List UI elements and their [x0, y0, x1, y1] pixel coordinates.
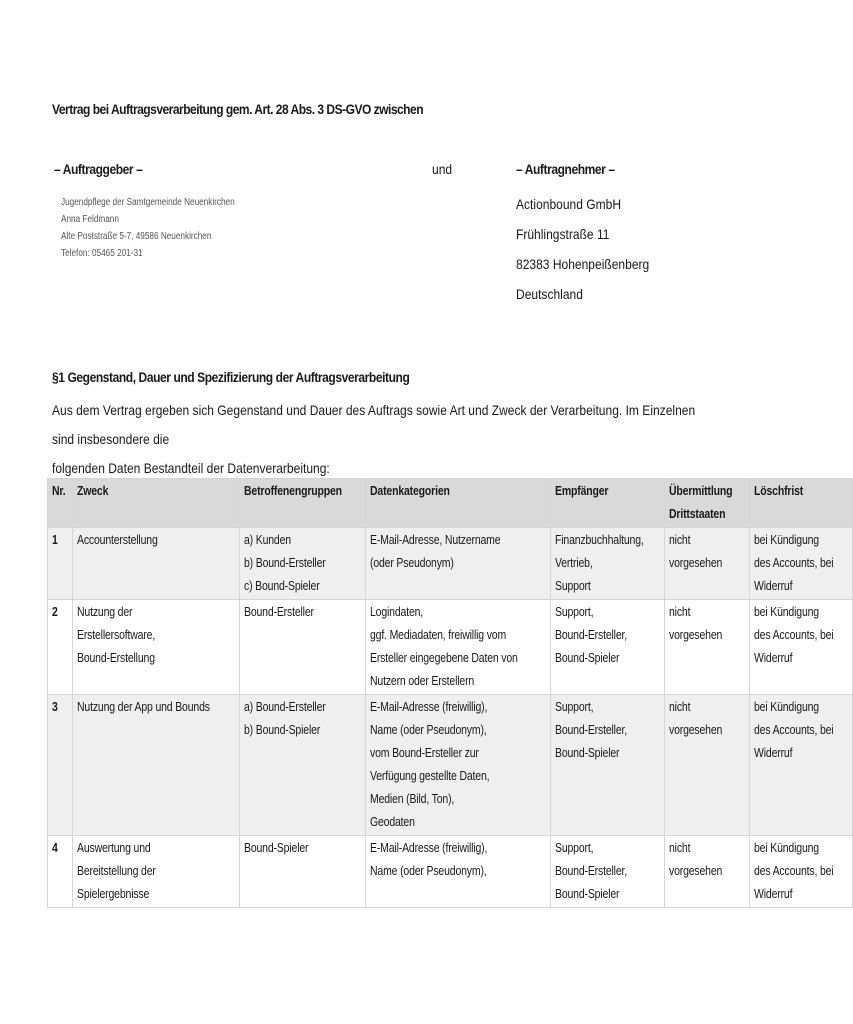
client-line: Anna Feldmann	[61, 214, 119, 225]
header-empfaenger: Empfänger	[550, 479, 665, 528]
cell-uebermittlung: nicht vorgesehen	[665, 836, 749, 908]
header-kategorien: Datenkategorien	[365, 479, 550, 528]
cell-zweck: Accounterstellung	[73, 528, 240, 600]
cell-loeschfrist: bei Kündigung des Accounts, bei Widerruf	[749, 695, 853, 836]
header-zweck: Zweck	[73, 479, 240, 528]
cell-empfaenger: Finanzbuchhaltung, Vertrieb, Support	[550, 528, 665, 600]
contractor-address	[516, 189, 649, 309]
table-row	[48, 695, 853, 836]
client-heading: – Auftraggeber –	[54, 161, 143, 177]
cell-uebermittlung: nicht vorgesehen	[665, 695, 749, 836]
contractor-heading: – Auftragnehmer –	[516, 161, 615, 177]
table-row	[48, 528, 853, 600]
contractor-line: Deutschland	[516, 286, 583, 302]
cell-zweck: Nutzung der Erstellersoftware, Bound-Erstellung	[73, 600, 240, 695]
cell-gruppen: Bound-Spieler	[240, 836, 366, 908]
cell-uebermittlung: nicht vorgesehen	[665, 600, 749, 695]
contractor-line: Frühlingstraße 11	[516, 226, 610, 242]
table-body	[48, 528, 853, 908]
cell-loeschfrist: bei Kündigung des Accounts, bei Widerruf	[749, 528, 853, 600]
cell-loeschfrist: bei Kündigung des Accounts, bei Widerruf	[749, 600, 853, 695]
cell-zweck: Auswertung und Bereitstellung der Spielergebnisse	[73, 836, 240, 908]
cell-gruppen: a) Bound-Ersteller b) Bound-Spieler	[240, 695, 366, 836]
cell-kategorien: Logindaten, ggf. Mediadaten, freiwillig vom Ersteller eingegebene Daten von Nutzern oder Erstellern	[365, 600, 550, 695]
header-loeschfrist: Löschfrist	[749, 479, 853, 528]
cell-kategorien: E-Mail-Adresse (freiwillig), Name (oder Pseudonym),	[365, 836, 550, 908]
table-row	[48, 836, 853, 908]
cell-empfaenger: Support, Bound-Ersteller, Bound-Spieler	[550, 695, 665, 836]
cell-kategorien: E-Mail-Adresse (freiwillig), Name (oder Pseudonym), vom Bound-Ersteller zur Verfügung gestellte Daten, Medien (Bild, Ton), Geodaten	[365, 695, 550, 836]
client-address	[61, 194, 235, 262]
client-line: Alte Poststraße 5-7, 49586 Neuenkirchen	[61, 231, 212, 242]
connector-text: und	[432, 161, 453, 177]
section-heading: §1 Gegenstand, Dauer und Spezifizierung der Auftragsverarbeitung	[52, 369, 410, 385]
cell-loeschfrist: bei Kündigung des Accounts, bei Widerruf	[749, 836, 853, 908]
section-body-line: Aus dem Vertrag ergeben sich Gegenstand und Dauer des Auftrags sowie Art und Zweck der Verarbeitung. Im Einzelnen sind insbesondere die	[52, 402, 696, 447]
section-body	[52, 396, 714, 483]
cell-nr: 2	[48, 600, 73, 695]
cell-nr: 3	[48, 695, 73, 836]
cell-gruppen: Bound-Ersteller	[240, 600, 366, 695]
cell-uebermittlung: nicht vorgesehen	[665, 528, 749, 600]
document-title: Vertrag bei Auftragsverarbeitung gem. Art. 28 Abs. 3 DS-GVO zwischen	[52, 101, 424, 117]
contractor-line: Actionbound GmbH	[516, 196, 622, 212]
cell-empfaenger: Support, Bound-Ersteller, Bound-Spieler	[550, 600, 665, 695]
cell-empfaenger: Support, Bound-Ersteller, Bound-Spieler	[550, 836, 665, 908]
client-line: Jugendpflege der Samtgemeinde Neuenkirchen	[61, 197, 235, 208]
cell-nr: 1	[48, 528, 73, 600]
client-line: Telefon: 05465 201-31	[61, 248, 143, 259]
cell-zweck: Nutzung der App und Bounds	[73, 695, 240, 836]
table-header-row	[48, 479, 853, 528]
cell-nr: 4	[48, 836, 73, 908]
cell-kategorien: E-Mail-Adresse, Nutzername (oder Pseudonym)	[365, 528, 550, 600]
cell-gruppen: a) Kunden b) Bound-Ersteller c) Bound-Spieler	[240, 528, 366, 600]
contractor-line: 82383 Hohenpeißenberg	[516, 256, 650, 272]
data-processing-table	[47, 478, 853, 908]
section-body-line: folgenden Daten Bestandteil der Datenverarbeitung:	[52, 460, 330, 476]
header-gruppen: Betroffenengruppen	[240, 479, 366, 528]
table-row	[48, 600, 853, 695]
header-uebermittlung: Übermittlung Drittstaaten	[665, 479, 749, 528]
header-nr: Nr.	[48, 479, 73, 528]
